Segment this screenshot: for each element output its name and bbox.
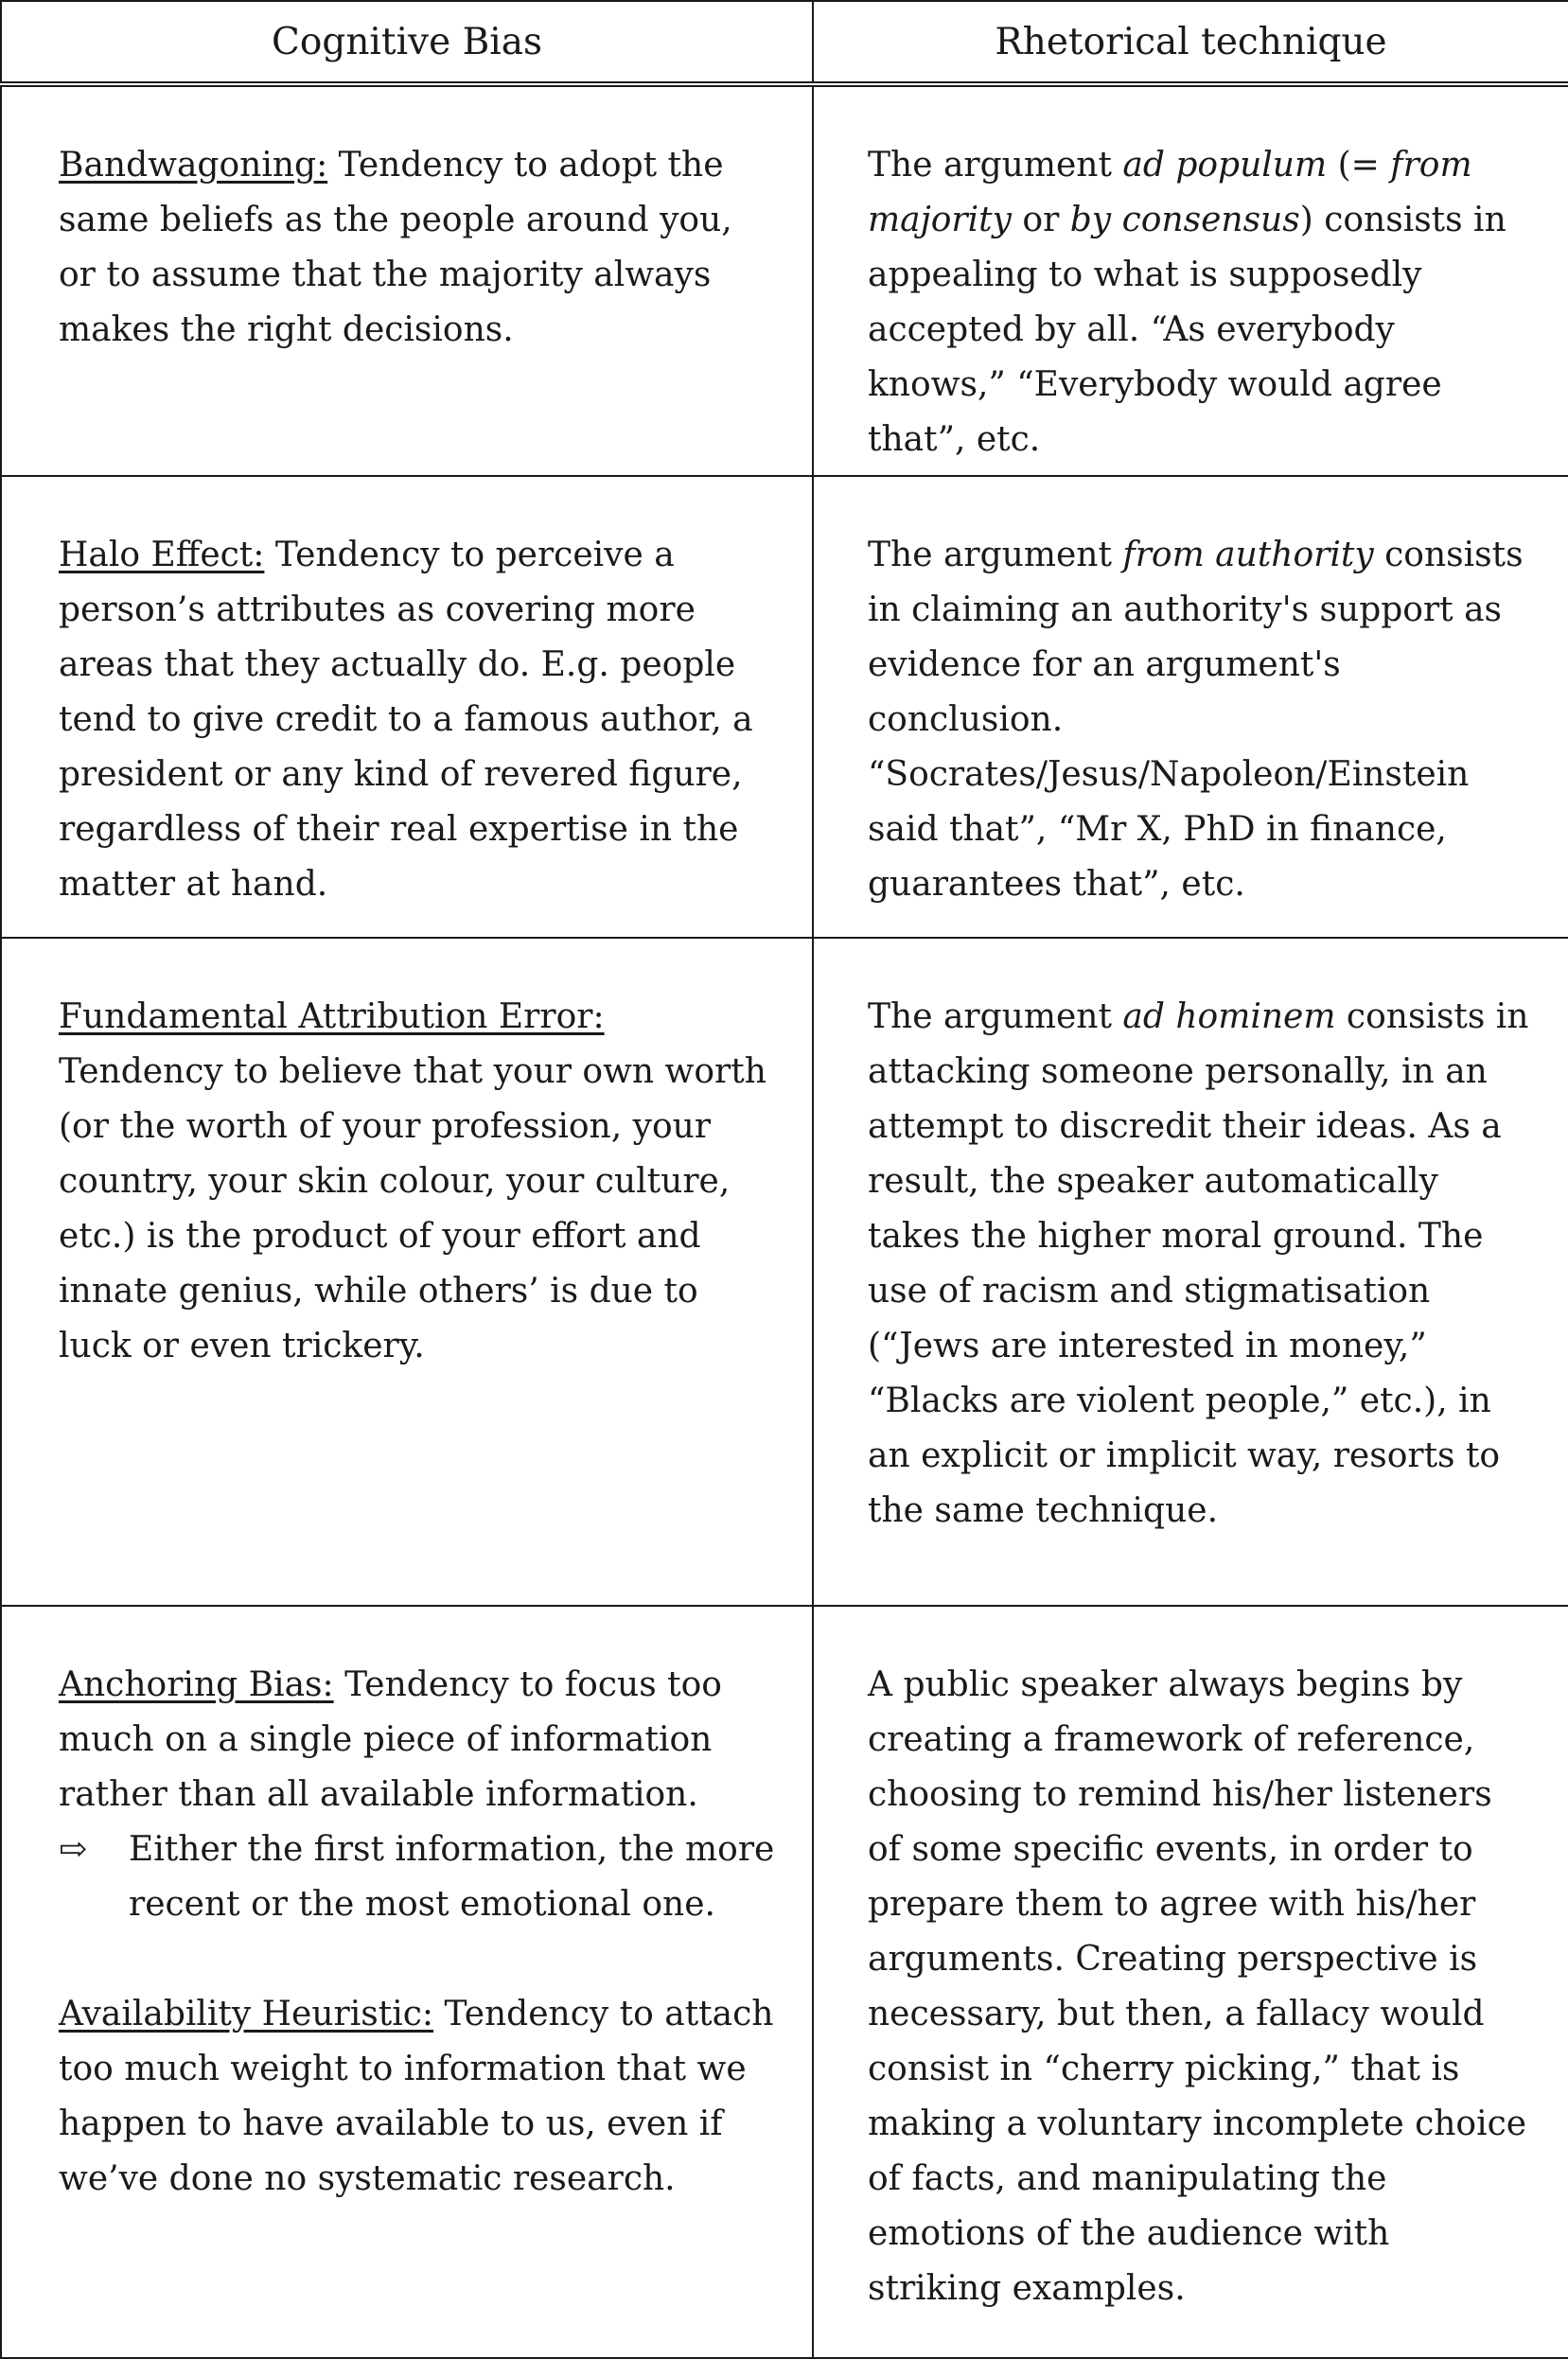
- bias-description: Tendency to perceive a person’s attributes as covering more areas that they actually do. E.g. people tend to give credit to a famous author, a president or any kind of revered figure, regardless of their real expertise in the matter at hand.: [59, 536, 753, 904]
- bias-term: Anchoring Bias:: [59, 1665, 334, 1704]
- technique-text: The argument: [868, 997, 1123, 1036]
- technique-text: The argument: [868, 146, 1123, 185]
- bias-cell: [1, 84, 813, 476]
- bias-cell: [1, 938, 813, 1606]
- table-row: [1, 1606, 1568, 2358]
- technique-term: ad populum: [1122, 146, 1328, 185]
- technique-term: ad hominem: [1122, 997, 1336, 1036]
- bullet-text: Either the first information, the more recent or the most emotional one.: [129, 1830, 775, 1924]
- header-rhetorical-technique: Rhetorical technique: [813, 1, 1568, 84]
- technique-text: The argument: [868, 536, 1123, 574]
- bias-term: Halo Effect:: [59, 536, 265, 574]
- technique-text: consists in claiming an authority's support as evidence for an argument's conclusion. “Socrates/Jesus/Napoleon/Einstein said that”, “Mr X, PhD in finance, guarantees that”, etc.: [868, 536, 1524, 904]
- technique-text: (=: [1327, 146, 1391, 185]
- bias-cell: [1, 1606, 813, 2358]
- bias-description: Tendency to focus too much on a single piece of information rather than all available information.: [59, 1665, 722, 1814]
- table-row: [1, 476, 1568, 938]
- bias-description: Tendency to adopt the same beliefs as the people around you, or to assume that the majority always makes the right decisions.: [59, 146, 732, 349]
- bias-term: Bandwagoning:: [59, 146, 328, 185]
- technique-cell: [813, 84, 1568, 476]
- technique-term: from majority: [868, 146, 1472, 239]
- header-row: [1, 1, 1568, 84]
- technique-text: or: [1011, 201, 1070, 239]
- technique-term: from authority: [1122, 536, 1374, 574]
- paragraph-spacer: [59, 1932, 776, 1987]
- right-arrow-icon: ⇨: [59, 1830, 88, 1869]
- bias-term: Availability Heuristic:: [59, 1995, 434, 2033]
- bias-description: Tendency to believe that your own worth (or the worth of your profession, your country, your skin colour, your culture, etc.) is the product of your effort and innate genius, while others’ is due to luck or even trickery.: [59, 1052, 766, 1365]
- technique-text: consists in attacking someone personally, in an attempt to discredit their ideas. As a result, the speaker automatically takes the higher moral ground. The use of racism and stigmatisation (“Jews are interested in money,” “Blacks are violent people,” etc.), in an explicit or implicit way, resorts to the same technique.: [868, 997, 1529, 1530]
- table-row: [1, 938, 1568, 1606]
- technique-cell: [813, 1606, 1568, 2358]
- bullet-item: [59, 1822, 776, 1932]
- technique-term: by consensus: [1069, 201, 1300, 239]
- technique-text: A public speaker always begins by creating a framework of reference, choosing to remind his/her listeners of some specific events, in order to prepare them to agree with his/her arguments. Creating perspective is necessary, but then, a fallacy would consist in “cherry picking,” that is making a voluntary incomplete choice of facts, and manipulating the emotions of the audience with striking examples.: [868, 1665, 1527, 2308]
- header-cognitive-bias: Cognitive Bias: [1, 1, 813, 84]
- technique-cell: [813, 938, 1568, 1606]
- bias-description: Tendency to attach too much weight to information that we happen to have available to us, even if we’ve done no systematic research.: [59, 1995, 774, 2198]
- table-row: [1, 84, 1568, 476]
- bias-cell: [1, 476, 813, 938]
- technique-text: ) consists in appealing to what is supposedly accepted by all. “As everybody knows,” “Everybody would agree that”, etc.: [868, 201, 1506, 459]
- bias-term: Fundamental Attribution Error:: [59, 997, 605, 1036]
- technique-cell: [813, 476, 1568, 938]
